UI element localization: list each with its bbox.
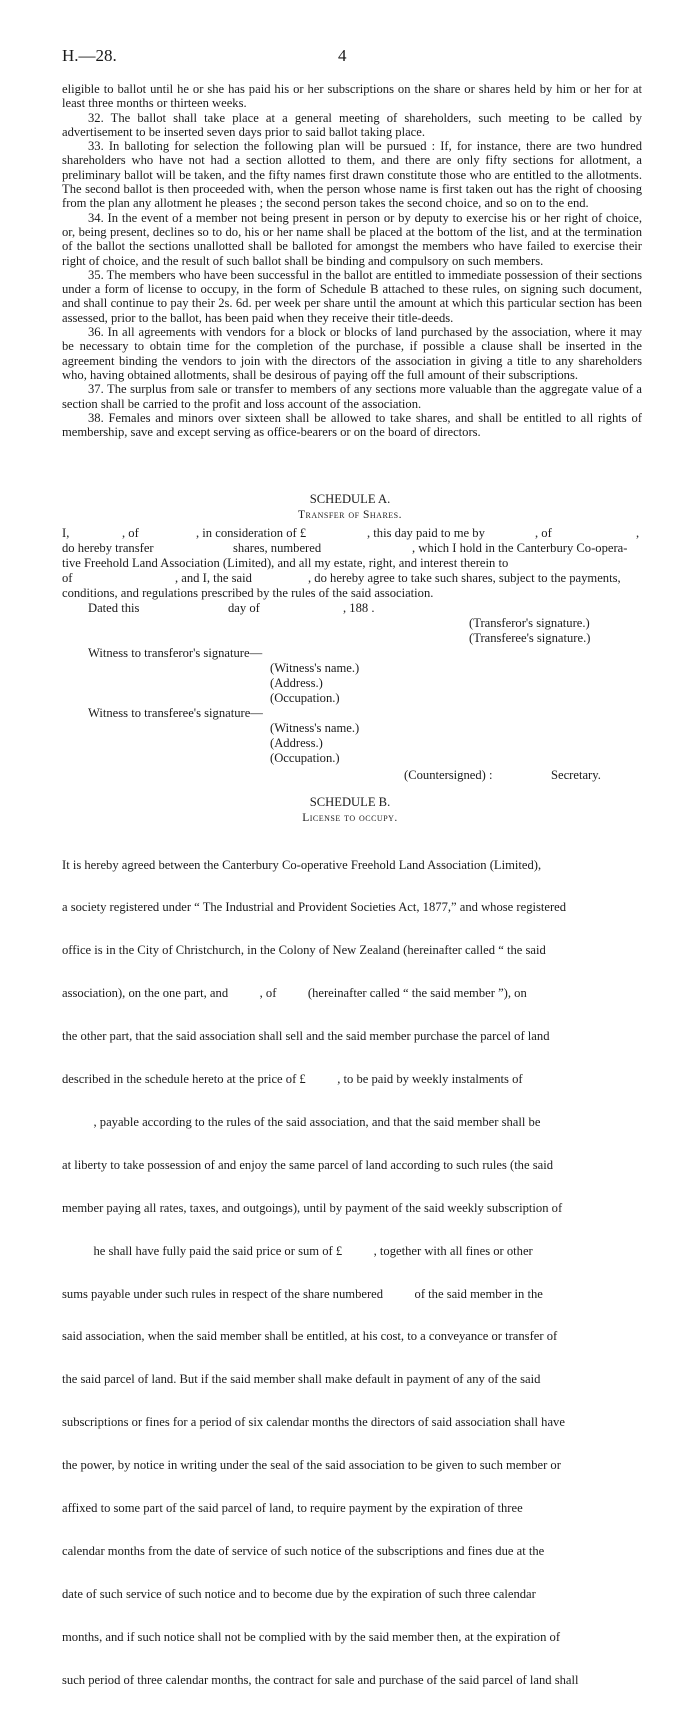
- license-line: association), on the one part, and , of (hereinafter called “ the said member ”), on: [62, 986, 527, 1001]
- page-number: 4: [338, 46, 347, 65]
- rule-paragraph: 34. In the event of a member not being present in person or by deputy to exercise his or her right of choice, or, being present, declines so to do, his or her name shall be placed at the bottom of the list, and at the termination of the ballot the sections unallotted shall be balloted for amongst the members who have failed to exercise their right of choice, and the result of such ballot shall be binding and compulsory on such members.: [62, 210, 642, 268]
- license-line: calendar months from the date of service of such notice of the subscriptions and fines due at the: [62, 1543, 545, 1558]
- address-line: (Address.): [270, 736, 323, 750]
- form-text: , of: [122, 526, 139, 540]
- license-line: It is hereby agreed between the Canterbury Co-operative Freehold Land Association (Limited),: [62, 857, 542, 872]
- form-text: do hereby transfer: [62, 541, 154, 555]
- license-line: months, and if such notice shall not be complied with by the said member then, at the expiration of: [62, 1629, 561, 1644]
- form-text: , in consideration of £: [196, 526, 307, 540]
- license-text: [62, 829, 642, 1715]
- form-text: , which I hold in the Canterbury Co-opera-: [412, 541, 628, 555]
- form-text: I,: [62, 526, 70, 540]
- license-line: the other part, that the said association shall sell and the said member purchase the parcel of land: [62, 1029, 550, 1044]
- license-line: at liberty to take possession of and enjoy the same parcel of land according to such rules (the said: [62, 1157, 554, 1172]
- license-line: he shall have fully paid the said price or sum of £ , together with all fines or other: [62, 1243, 533, 1258]
- rule-paragraph: 36. In all agreements with vendors for a block or blocks of land purchased by the association, where it may be necessary to obtain time for the completion of the purchase, if possible a clause shall be inserted in the agreement binding the vendors to join with the directors of the association in giving a title to any shareholders who, having obtained allotments, shall be desirous of paying off the full amount of their subscriptions.: [62, 325, 642, 382]
- rule-paragraph: 32. The ballot shall take place at a general meeting of shareholders, such meeting to be called by advertisement to be inserted seven days prior to said ballot taking place.: [62, 110, 642, 139]
- occupation-line: (Occupation.): [270, 751, 340, 765]
- license-line: the said parcel of land. But if the said member shall make default in payment of any of the said: [62, 1372, 541, 1387]
- form-text: , this day paid to me by: [367, 526, 485, 540]
- document-reference: H.—28.: [62, 46, 117, 65]
- rule-paragraph: eligible to ballot until he or she has paid his or her subscriptions on the share or shares held by him or her for at least three months or thirteen weeks.: [62, 82, 642, 111]
- witness-label: Witness to transferor's signature—: [88, 646, 263, 660]
- license-line: subscriptions or fines for a period of six calendar months the directors of said association shall have: [62, 1415, 565, 1430]
- schedule-b-subtitle: License to occupy.: [302, 812, 398, 824]
- license-line: sums payable under such rules in respect of the share numbered of the said member in the: [62, 1286, 543, 1301]
- rules-section: [62, 82, 642, 439]
- dated-line: Dated this: [88, 601, 140, 615]
- witness-name-line: (Witness's name.): [270, 661, 360, 675]
- witness-name-line: (Witness's name.): [270, 721, 360, 735]
- dated-line: day of: [228, 601, 260, 615]
- form-text: , do hereby agree to take such shares, subject to the payments,: [308, 571, 621, 585]
- form-text: tive Freehold Land Association (Limited), and all my estate, right, and interest therein to: [62, 556, 509, 570]
- license-line: a society registered under “ The Industrial and Provident Societies Act, 1877,” and whose registered: [62, 900, 567, 915]
- witness-label: Witness to transferee's signature—: [88, 706, 263, 720]
- schedule-b-title: SCHEDULE B.: [309, 795, 391, 809]
- license-line: said association, when the said member shall be entitled, at his cost, to a conveyance or transfer of: [62, 1329, 558, 1344]
- license-line: , payable according to the rules of the said association, and that the said member shall be: [62, 1114, 541, 1129]
- schedule-a-title: SCHEDULE A.: [309, 492, 391, 506]
- rule-paragraph: 33. In balloting for selection the following plan will be pursued : If, for instance, there are two hundred shareholders who have not had a section allotted to them, and there are only fifty sections for allotment, a preliminary ballot will be taken, and the fifty names first drawn constitute those who are entitled to the allotments. The second ballot is then proceeded with, when the person whose name is first taken out has the right of choosing from the plan any allotment he pleases ; the second person takes the second choice, and so on to the end.: [62, 139, 642, 211]
- license-line: date of such service of such notice and to become due by the expiration of such three calendar: [62, 1586, 536, 1601]
- schedule-a-subtitle: Transfer of Shares.: [297, 509, 402, 521]
- license-line: member paying all rates, taxes, and outgoings), until by payment of the said weekly subscription of: [62, 1200, 563, 1215]
- rule-paragraph: 37. The surplus from sale or transfer to members of any sections more valuable than the aggregate value of a section shall be carried to the profit and loss account of the association.: [62, 382, 642, 411]
- form-text: conditions, and regulations prescribed by the rules of the said association.: [62, 586, 434, 600]
- countersigned-label: (Countersigned) :: [404, 768, 493, 782]
- form-text: shares, numbered: [233, 541, 322, 555]
- rule-paragraph: 35. The members who have been successful in the ballot are entitled to immediate possession of their sections under a form of license to occupy, in the form of Schedule B attached to these rules, on signing such document, and shall continue to pay their 2s. 6d. per week per share until the amount at which this particular section has been assessed, prior to the ballot, has been paid when they receive their title-deeds.: [62, 267, 642, 325]
- rule-paragraph: 38. Females and minors over sixteen shall be allowed to take shares, and shall be entitled to all rights of membership, save and except serving as office-bearers or on the board of directors.: [62, 410, 642, 440]
- form-text: ,: [636, 526, 640, 540]
- transferee-signature-line: (Transferee's signature.): [469, 631, 591, 645]
- occupation-line: (Occupation.): [270, 691, 340, 705]
- dated-line: , 188 .: [343, 601, 375, 615]
- form-text: of: [62, 571, 73, 585]
- license-line: described in the schedule hereto at the price of £ , to be paid by weekly instalments of: [62, 1072, 523, 1087]
- license-line: office is in the City of Christchurch, in the Colony of New Zealand (hereinafter called “ the said: [62, 943, 546, 958]
- license-line: affixed to some part of the said parcel of land, to require payment by the expiration of three: [62, 1500, 523, 1515]
- form-text: , and I, the said: [175, 571, 252, 585]
- license-line: the power, by notice in writing under the seal of the said association to be given to such member or: [62, 1458, 561, 1473]
- form-text: , of: [535, 526, 552, 540]
- license-line: such period of three calendar months, the contract for sale and purchase of the said parcel of land shall: [62, 1672, 579, 1687]
- secretary-label: Secretary.: [551, 768, 601, 782]
- address-line: (Address.): [270, 676, 323, 690]
- transferor-signature-line: (Transferor's signature.): [469, 616, 590, 630]
